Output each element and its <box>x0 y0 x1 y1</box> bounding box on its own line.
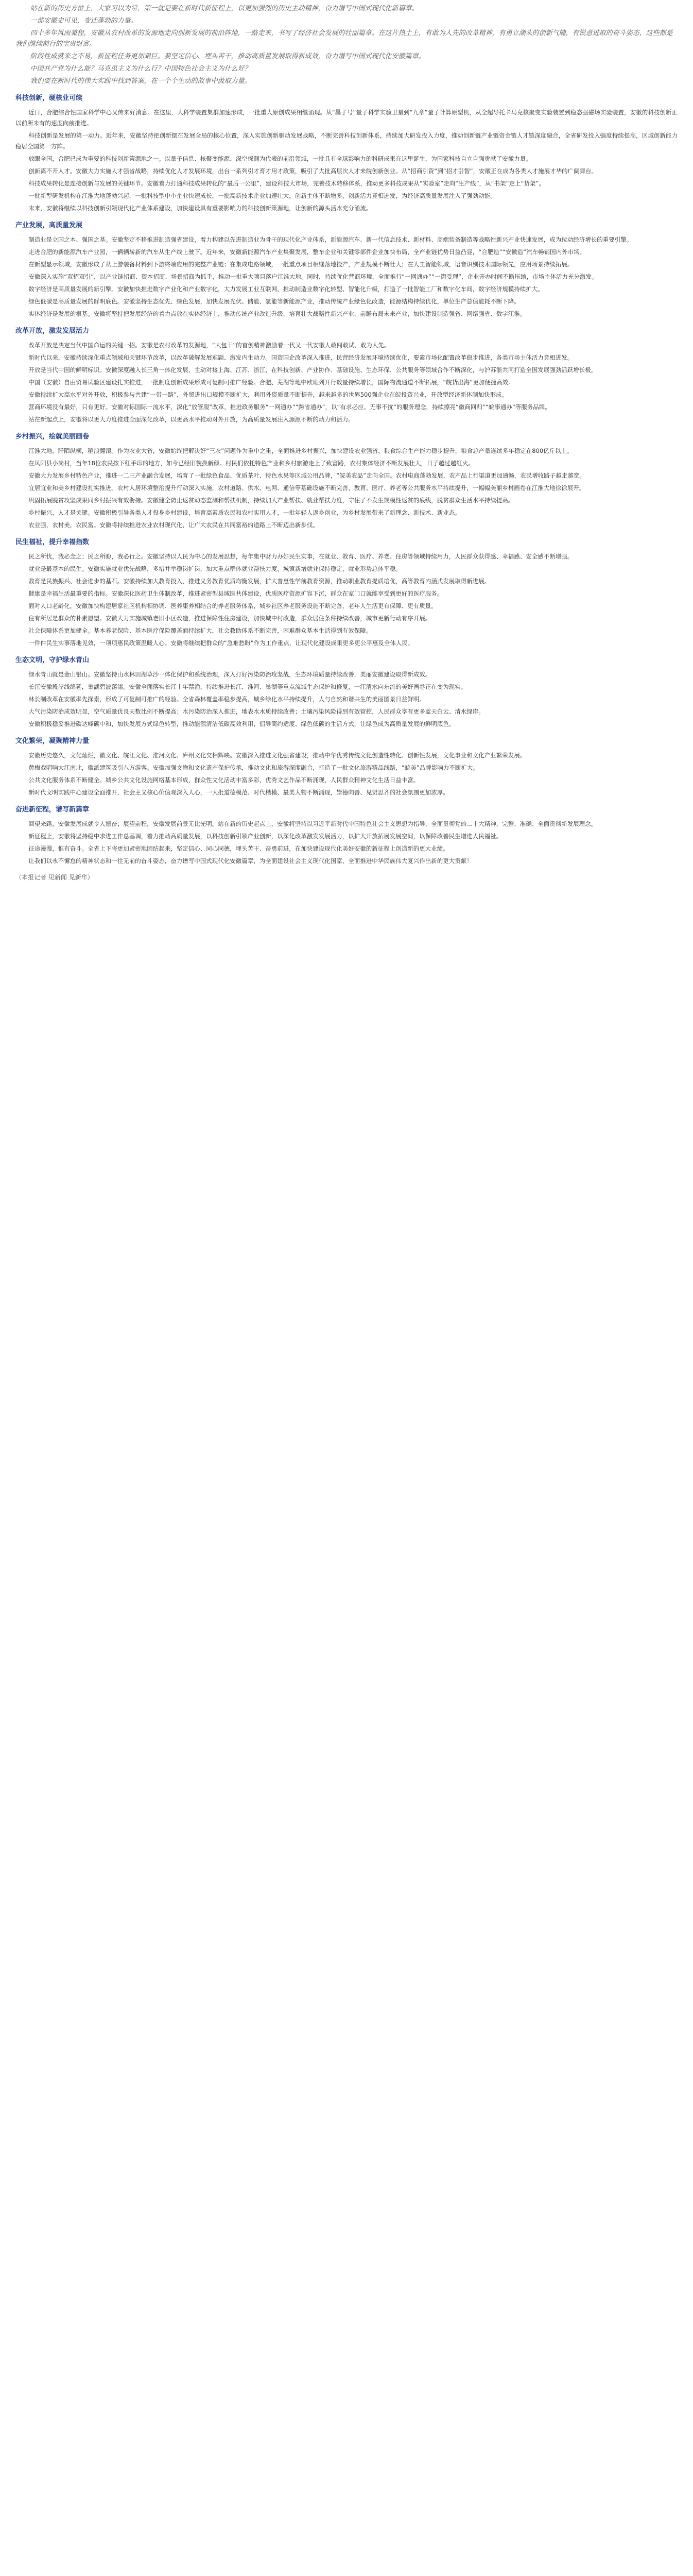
body-paragraph: 乡村振兴，人才是关键。安徽积极引导各类人才投身乡村建设，培育高素质农民和农村实用人才，一批年轻人返乡创业，为乡村发展带来了新理念、新技术、新业态。 <box>28 509 461 516</box>
body-paragraph: 新时代文明实践中心建设全面推开，社会主义核心价值观深入人心，一大批道德模范、时代楷模、最美人物不断涌现，崇德向善、见贤思齐的社会氛围更加浓厚。 <box>28 789 449 796</box>
body-paragraph: 巩固拓展脱贫攻坚成果同乡村振兴有效衔接。安徽健全防止返贫动态监测和帮扶机制，持续加大产业帮扶、就业帮扶力度，守住了不发生规模性返贫的底线，脱贫群众生活水平持续提高。 <box>28 497 514 504</box>
body-paragraph: 回望来路，安徽发展成就令人振奋；展望前程，安徽发展前景无比光明。站在新的历史起点上，安徽将坚持以习近平新时代中国特色社会主义思想为指导，全面贯彻党的二十大精神，完整、准确、全面贯彻新发展理念。 <box>28 820 597 827</box>
article-section <box>15 326 678 425</box>
article-section <box>15 431 678 531</box>
body-paragraph: 安徽持续扩大高水平对外开放，积极参与共建“一带一路”，外贸进出口规模不断扩大，利用外资质量不断提升，越来越多的世界500强企业在皖投资兴业，开放型经济新体制加快形成。 <box>28 391 508 398</box>
body-paragraph: 就业是最基本的民生。安徽实施就业优先战略，多措并举稳岗扩岗，加大重点群体就业帮扶力度，城镇新增就业保持稳定，就业形势总体平稳。 <box>28 565 402 572</box>
section-heading: 奋进新征程，谱写新篇章 <box>15 806 90 814</box>
section-heading: 乡村振兴，绘就美丽画卷 <box>15 433 90 440</box>
body-paragraph: 改革开放是决定当代中国命运的关键一招。安徽是农村改革的发源地，“大包干”的首创精神激励着一代又一代安徽人敢闯敢试、敢为人先。 <box>28 342 390 349</box>
body-paragraph: 走进合肥的新能源汽车产业园，一辆辆崭新的汽车从生产线上驶下。近年来，安徽新能源汽车产业集聚发展，整车企业和关键零部件企业加快布局，全产业链优势日益凸显，“合肥造”“安徽造”汽车畅销国内外市场。 <box>28 248 586 256</box>
article-intro <box>15 3 678 87</box>
body-paragraph: 安徽历史悠久，文化灿烂，徽文化、皖江文化、淮河文化、庐州文化交相辉映。安徽深入推进文化强省建设，推动中华优秀传统文化创造性转化、创新性发展，文化事业和文化产业繁荣发展。 <box>28 752 526 759</box>
body-paragraph: 安徽积极稳妥推进碳达峰碳中和，加快发展方式绿色转型，推动能源清洁低碳高效利用，倡导简约适度、绿色低碳的生活方式，让绿色成为高质量发展的鲜明底色。 <box>28 720 455 727</box>
section-heading: 改革开放，激发发展活力 <box>15 327 90 335</box>
intro-paragraph: 四十多年风雨兼程，安徽从农村改革的发源地走向创新发展的前沿阵地，一路走来，书写了经济社会发展的壮丽篇章。在这片热土上，有敢为人先的改革精神，有勇立潮头的创新气魄，有锐意进取的奋斗姿态，这些都是我们继续前行的宝贵财富。 <box>15 29 673 48</box>
section-heading: 产业发展，高质量发展 <box>15 222 83 229</box>
section-heading: 文化繁荣，凝聚精神力量 <box>15 737 90 745</box>
article-section <box>15 655 678 730</box>
body-paragraph: 放眼全国，合肥已成为重要的科技创新策源地之一。以量子信息、核聚变能源、深空探测为代表的前沿领域，一批具有全球影响力的科研成果在这里诞生，为国家科技自立自强贡献了安徽力量。 <box>28 155 532 162</box>
intro-paragraph: 我们要在新时代的伟大实践中找到答案，在一个个生动的故事中汲取力量。 <box>30 77 251 85</box>
body-paragraph: 制造业是立国之本、强国之基。安徽坚定不移推进制造强省建设，着力构建以先进制造业为骨干的现代化产业体系，新能源汽车、新一代信息技术、新材料、高端装备制造等战略性新兴产业快速发展，成为拉动经济增长的重要引擎。 <box>28 236 633 243</box>
body-paragraph: 科技创新是发展的第一动力。近年来，安徽坚持把创新摆在发展全局的核心位置，深入实施创新驱动发展战略，不断完善科技创新体系，持续加大研发投入力度，推动创新链产业链资金链人才链深度融合，全省研发投入强度持续提高，区域创新能力稳居全国第一方阵。 <box>15 132 678 150</box>
body-paragraph: 新时代以来，安徽持续深化重点领域和关键环节改革，以改革破解发展难题、激发内生动力。国资国企改革深入推进，民营经济发展环境持续优化，要素市场化配置改革稳步推进，各类市场主体活力竞相迸发。 <box>28 354 574 361</box>
article-section <box>15 93 678 214</box>
article-byline: （本报记者 见新闻 见新华） <box>15 874 94 881</box>
body-paragraph: 绿水青山就是金山银山。安徽坚持山水林田湖草沙一体化保护和系统治理，深入打好污染防治攻坚战，生态环境质量持续改善，美丽安徽建设取得新成效。 <box>28 671 431 678</box>
body-paragraph: 黄梅戏唱响大江南北，徽派建筑吸引八方游客。安徽加强文物和文化遗产保护传承，推动文化和旅游深度融合，打造了一批文化旅游精品线路，“皖美”品牌影响力不断扩大。 <box>28 764 479 771</box>
body-paragraph: 面对人口老龄化，安徽加快构建居家社区机构相协调、医养康养相结合的养老服务体系，城乡社区养老服务设施不断完善，老年人生活更有保障、更有质量。 <box>28 602 437 609</box>
body-paragraph: 大气污染防治成效明显，空气质量优良天数比例不断提高；水污染防治深入推进，地表水水质持续改善；土壤污染风险得到有效管控，人民群众享有更多蓝天白云、清水绿岸。 <box>28 708 484 715</box>
body-paragraph: 开放是当代中国的鲜明标识。安徽深度融入长三角一体化发展，主动对接上海、江苏、浙江，在科技创新、产业协作、基础设施、生态环保、公共服务等领域合作不断深化，与沪苏浙共同打造全国发展强劲活跃增长极。 <box>28 366 597 374</box>
article-section <box>15 736 678 798</box>
body-paragraph: 安徽深入实施“双招双引”，以产业链招商、资本招商、场景招商为抓手，推动一批重大项目落户江淮大地。同时，持续优化营商环境，全面推行“一网通办”“一窗受理”，企业开办时间不断压缩，市场主体活力充分激发。 <box>28 273 598 280</box>
intro-paragraph: 站在新的历史方位上，大家习以为常，第一就是要在新时代新征程上，以更加强烈的历史主动精神，奋力谱写中国式现代化新篇章。 <box>30 5 419 12</box>
body-paragraph: 实体经济是发展的根基。安徽将坚持把发展经济的着力点放在实体经济上，推动传统产业改造升级，培育壮大战略性新兴产业，前瞻布局未来产业，加快建设制造强省、网络强省、数字江淮。 <box>28 310 526 317</box>
body-paragraph: 创新离不开人才。安徽大力实施人才强省战略，持续优化人才发展环境，出台一系列引才育才用才政策，吸引了大批高层次人才来皖创新创业。从“招商引资”到“招才引智”，安徽正在成为各类人才施展才华的广阔舞台。 <box>28 167 598 175</box>
body-paragraph: 让我们以永不懈怠的精神状态和一往无前的奋斗姿态，奋力谱写中国式现代化安徽篇章，为全面建设社会主义现代化国家、全面推进中华民族伟大复兴作出新的更大贡献！ <box>28 857 473 865</box>
intro-paragraph: 一部安徽史可见，变迁蓬勃的力量。 <box>30 17 137 25</box>
body-paragraph: 在凤阳县小岗村，当年18位农民按下红手印的地方，如今已经旧貌换新颜。村民们依托特色产业和乡村旅游走上了致富路，农村集体经济不断发展壮大，日子越过越红火。 <box>28 460 474 467</box>
article-section <box>15 804 678 867</box>
body-paragraph: 公共文化服务体系不断健全。城乡公共文化设施网络基本形成，群众性文化活动丰富多彩，优秀文艺作品不断涌现，人民群众精神文化生活日益丰富。 <box>28 776 420 784</box>
article-body <box>15 93 678 867</box>
body-paragraph: 新征程上，安徽将坚持稳中求进工作总基调，着力推动高质量发展，以科技创新引领产业创新，以深化改革激发发展活力，以扩大开放拓展发展空间，以保障改善民生增进人民福祉。 <box>28 833 503 840</box>
body-paragraph: 站在新起点上，安徽将以更大力度推进全面深化改革，以更高水平推动对外开放，为高质量发展注入源源不断的动力和活力。 <box>28 416 354 423</box>
article-section <box>15 537 678 649</box>
body-paragraph: 社会保障体系更加健全。基本养老保险、基本医疗保险覆盖面持续扩大，社会救助体系不断完善，困难群众基本生活得到有效保障。 <box>28 627 372 634</box>
body-paragraph: 农业强，农村美，农民富。安徽将持续推进农业农村现代化，让广大农民在共同富裕的道路上不断迈出新步伐。 <box>28 521 319 529</box>
body-paragraph: 营商环境没有最好，只有更好。安徽对标国际一流水平，深化“放管服”改革，推进政务服务“一网通办”“跨省通办”，以“有求必应、无事不扰”的服务理念，持续擦亮“徽商回归”“皖事通办”等服务品牌。 <box>28 403 551 411</box>
body-paragraph: 中国（安徽）自由贸易试验区建设扎实推进，一批制度创新成果形成可复制可推广经验。合肥、芜湖等地中欧班列开行数量持续增长，国际物流通道不断拓展，“皖货出海”更加便捷高效。 <box>28 379 514 386</box>
body-paragraph: 民之所忧，我必念之；民之所盼，我必行之。安徽坚持以人民为中心的发展思想，每年集中财力办好民生实事，在就业、教育、医疗、养老、住房等领域持续用力，人民群众获得感、幸福感、安全感不断增强。 <box>28 553 574 560</box>
body-paragraph: 健康是幸福生活最重要的指标。安徽深化医药卫生体制改革，推进紧密型县域医共体建设，优质医疗资源扩容下沉，群众在家门口就能享受到更好的医疗服务。 <box>28 590 443 597</box>
body-paragraph: 林长制改革在安徽率先探索，形成了可复制可推广的经验。全省森林覆盖率稳步提高，城乡绿化水平持续提升，人与自然和谐共生的美丽图景日益鲜明。 <box>28 696 425 703</box>
body-paragraph: 数字经济是高质量发展的新引擎。安徽加快推进数字产业化和产业数字化，大力发展工业互联网，推动制造业数字化转型、智能化升级，打造了一批智能工厂和数字化车间，数字经济规模持续扩大。 <box>28 285 544 293</box>
body-paragraph: 江淮大地，阡陌纵横，稻浪翻滚。作为农业大省，安徽始终把解决好“三农”问题作为重中之重，全面推进乡村振兴，加快建设农业强省，粮食综合生产能力稳步提升，粮食总产量连续多年稳定在800亿斤以上。 <box>28 447 573 454</box>
body-paragraph: 住有所居是群众的朴素愿望。安徽大力实施城镇老旧小区改造，推进保障性住房建设，加快城中村改造，群众居住条件持续改善，城市更新行动有序开展。 <box>28 615 431 622</box>
body-paragraph: 近日，合肥综合性国家科学中心又传来好消息。在这里，大科学装置集群加速形成，一批重大原创成果相继涌现。从“墨子号”量子科学实验卫星到“九章”量子计算原型机，从全超导托卡马克核聚变实验装置到稳态强磁场实验装置，安徽的科技创新正以前所未有的速度向前推进。 <box>15 109 678 127</box>
body-paragraph: 一批新型研发机构在江淮大地蓬勃兴起，一批科技型中小企业快速成长，一批高新技术企业加速壮大，创新主体不断增多，创新活力竞相迸发，为经济高质量发展注入了强劲动能。 <box>28 192 496 199</box>
body-paragraph: 教育是民族振兴、社会进步的基石。安徽持续加大教育投入，推进义务教育优质均衡发展，扩大普惠性学前教育资源，推动职业教育提质培优，高等教育内涵式发展取得新进展。 <box>28 578 491 585</box>
body-paragraph: 科技成果转化是连接创新与发展的关键环节。安徽着力打通科技成果转化的“最后一公里”，建设科技大市场，完善技术转移体系，推动更多科技成果从“实验室”走向“生产线”，从“书架”走上“货架”。 <box>28 180 545 187</box>
body-paragraph: 在新型显示领域，安徽形成了从上游装备材料到下游终端应用的完整产业链；在集成电路领域，一批重点项目相继落地投产，产业规模不断壮大；在人工智能领域，语音识别技术国际领先，应用场景持续拓展。 <box>28 261 574 268</box>
section-heading: 生态文明，守护绿水青山 <box>15 656 90 664</box>
section-heading: 科技创新，硬核业可续 <box>15 94 83 102</box>
section-heading: 民生福祉，提升幸福指数 <box>15 538 90 546</box>
intro-paragraph: 阶段性成就来之不易，新征程任务更加艰巨。要坚定信心、埋头苦干，推动高质量发展取得新成效，奋力谱写中国式现代化安徽篇章。 <box>30 53 425 60</box>
body-paragraph: 未来，安徽将继续以科技创新引领现代化产业体系建设，加快建设具有重要影响力的科技创新策源地，让创新的源头活水充分涌流。 <box>28 205 372 212</box>
body-paragraph: 绿色低碳是高质量发展的鲜明底色。安徽坚持生态优先、绿色发展，加快发展光伏、储能、氢能等新能源产业，推动传统产业绿色化改造，能源结构持续优化，单位生产总值能耗不断下降。 <box>28 298 520 305</box>
body-paragraph: 长江安徽段岸线绵延，巢湖碧波荡漾。安徽全面落实长江十年禁渔，持续推进长江、淮河、巢湖等重点流域生态保护和修复，一江清水向东流的美好画卷正在变为现实。 <box>28 683 467 690</box>
body-paragraph: 宜居宜业和美乡村建设扎实推进。农村人居环境整治提升行动深入实施，农村道路、供水、电网、通信等基础设施不断完善，教育、医疗、养老等公共服务水平持续提升，一幅幅美丽乡村画卷在江淮大地徐徐展开。 <box>28 484 585 492</box>
article-section <box>15 220 678 319</box>
body-paragraph: 征途漫漫，惟有奋斗。全省上下将更加紧密地团结起来，坚定信心、同心同德，埋头苦干、奋勇前进，在加快建设现代化美好安徽的新征程上创造新的更大业绩。 <box>28 845 449 852</box>
intro-paragraph: 中国共产党为什么能？马克思主义为什么行？中国特色社会主义为什么好？ <box>30 65 251 73</box>
body-paragraph: 一件件民生实事落地见效，一项项惠民政策温暖人心。安徽将继续把群众的“急难愁盼”作为工作重点，让现代化建设成果更多更公平惠及全体人民。 <box>28 639 414 647</box>
body-paragraph: 安徽大力发展乡村特色产业，推进一二三产业融合发展，培育了一批绿色食品、优质茶叶、特色水果等区域公用品牌，“皖美农品”走向全国。农村电商蓬勃发展，农产品上行渠道更加通畅，农民增收路子越走越宽。 <box>28 472 585 479</box>
